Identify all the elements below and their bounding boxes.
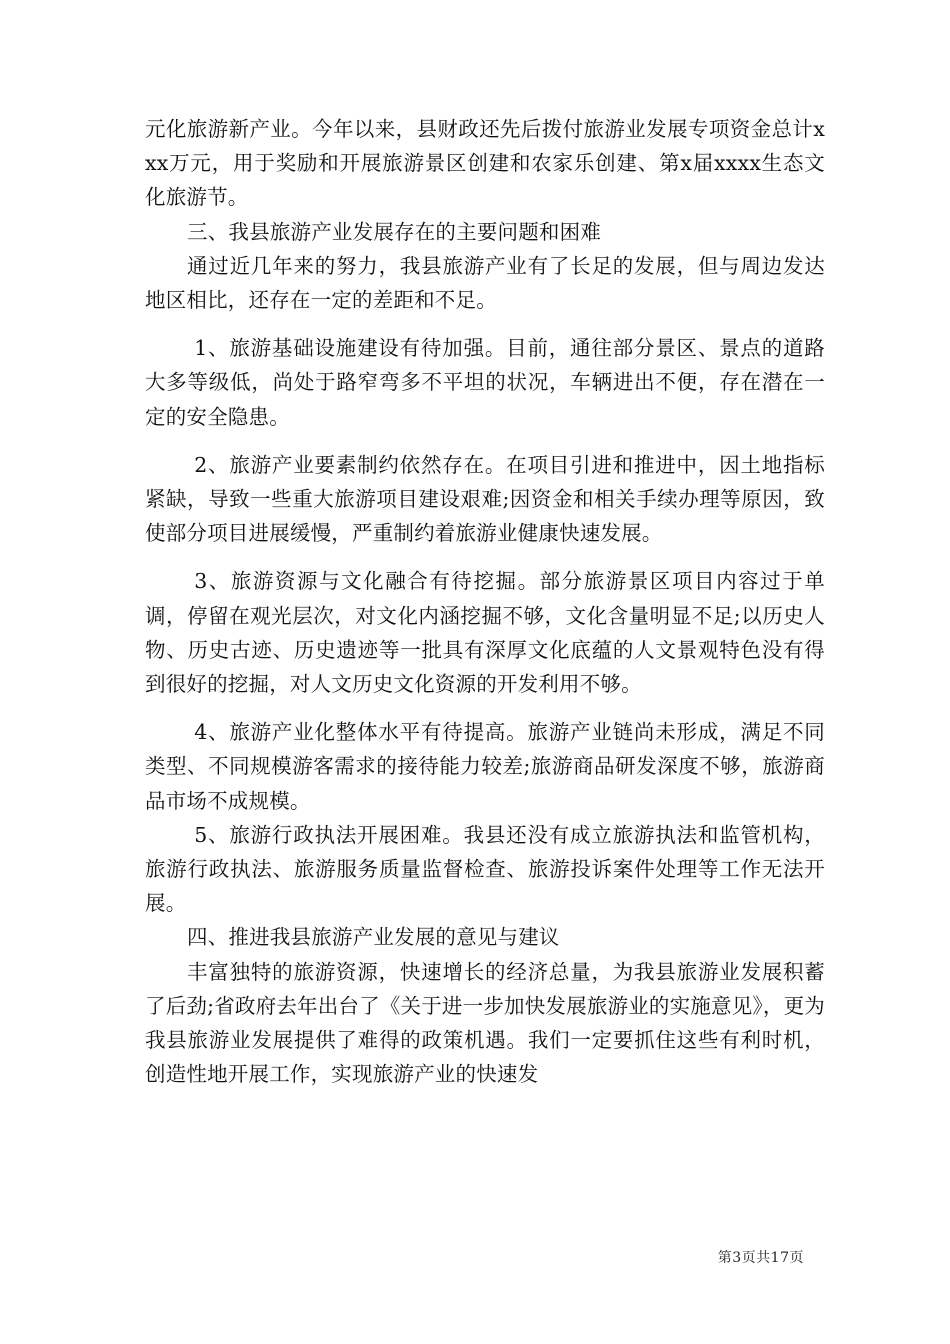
paragraph-continuation: 元化旅游新产业。今年以来，县财政还先后拨付旅游业发展专项资金总计xxx万元，用于奖励和开展旅游景区创建和农家乐创建、第x届xxxx生态文化旅游节。: [145, 117, 825, 210]
paragraph-item-3: 3、旅游资源与文化融合有待挖掘。部分旅游景区项目内容过于单调，停留在观光层次，对文化内涵挖掘不够，文化含量明显不足;以历史人物、历史古迹、历史遗迹等一批具有深厚文化底蕴的人文景观特色没有得到很好的挖掘，对人文历史文化资源的开发利用不够。: [145, 569, 825, 697]
paragraph-item-4: 4、旅游产业化整体水平有待提高。旅游产业链尚未形成，满足不同类型、不同规模游客需求的接待能力较差;旅游商品研发深度不够，旅游商品市场不成规模。: [145, 720, 825, 813]
section-heading-4: 四、推进我县旅游产业发展的意见与建议: [187, 925, 560, 950]
document-body: [145, 112, 825, 1091]
paragraph-item-2: 2、旅游产业要素制约依然存在。在项目引进和推进中，因土地指标紧缺，导致一些重大旅游项目建设艰难;因资金和相关手续办理等原因，致使部分项目进展缓慢，严重制约着旅游业健康快速发展。: [145, 452, 825, 546]
paragraph-item-5: 5、旅游行政执法开展困难。我县还没有成立旅游执法和监管机构，旅游行政执法、旅游服务质量监督检查、旅游投诉案件处理等工作无法开展。: [145, 822, 825, 916]
paragraph-intro-problems: 通过近几年来的努力，我县旅游产业有了长足的发展，但与周边发达地区相比，还存在一定的差距和不足。: [145, 253, 825, 313]
paragraph-item-1: 1、旅游基础设施建设有待加强。目前，通往部分景区、景点的道路大多等级低，尚处于路窄弯多不平坦的状况，车辆进出不便，存在潜在一定的安全隐患。: [145, 336, 825, 429]
page-number: 第3页共17页: [717, 1250, 804, 1266]
section-heading-3: 三、我县旅游产业发展存在的主要问题和困难: [187, 219, 602, 244]
paragraph-suggestions: 丰富独特的旅游资源，快速增长的经济总量，为我县旅游业发展积蓄了后劲;省政府去年出台了《关于进一步加快发展旅游业的实施意见》，更为我县旅游业发展提供了难得的政策机遇。我们一定要抓住这些有利时机，创造性地开展工作，实现旅游产业的快速发: [145, 959, 825, 1087]
